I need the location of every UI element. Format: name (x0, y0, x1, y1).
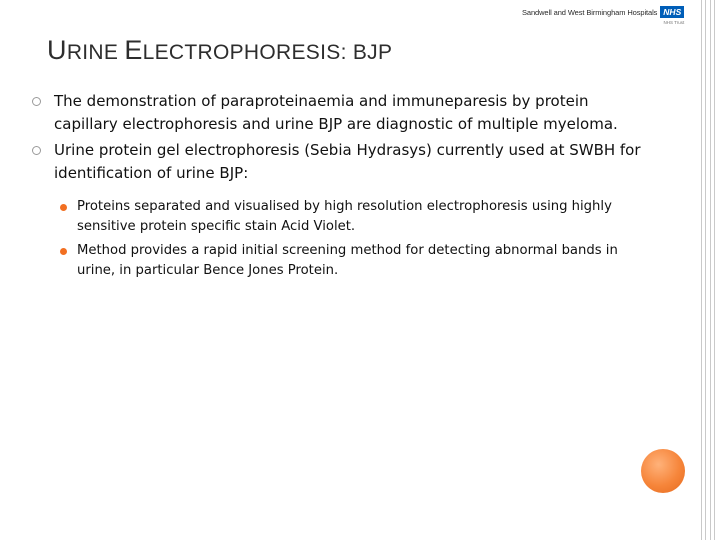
sub-bullet-item (60, 241, 650, 281)
ring-bullet-icon (32, 97, 41, 106)
sub-bullet-item (60, 197, 650, 237)
title-cap: U (47, 35, 67, 65)
title-text: LECTROPHORESIS (142, 41, 341, 64)
slide-frame (680, 0, 720, 540)
nhs-badge: NHS (660, 6, 684, 18)
dot-bullet-icon (60, 204, 67, 211)
title-text: RINE (66, 41, 125, 64)
title-text: : BJP (340, 41, 393, 64)
logo-text: Sandwell and West Birmingham Hospitals (522, 7, 658, 17)
frame-line (714, 0, 715, 540)
sub-bullet-text: Proteins separated and visualised by high resolution electrophoresis using highly sensitive protein specific stain Acid Violet. (77, 199, 612, 234)
frame-line (710, 0, 711, 540)
sub-bullet-list (60, 197, 650, 281)
sub-bullet-text: Method provides a rapid initial screening method for detecting abnormal bands in urine, in particular Bence Jones Protein. (77, 243, 618, 278)
frame-line (705, 0, 706, 540)
hospital-logo (522, 6, 684, 25)
dot-bullet-icon (60, 248, 67, 255)
ring-bullet-icon (32, 146, 41, 155)
bullet-item (30, 139, 650, 281)
slide-title (47, 30, 392, 73)
frame-line (701, 0, 702, 540)
slide-content (30, 90, 650, 281)
logo-row (522, 6, 684, 18)
bullet-text: Urine protein gel electrophoresis (Sebia Hydrasys) currently used at SWBH for identification of urine BJP: (54, 141, 641, 182)
bullet-item (30, 90, 650, 136)
decorative-circle (641, 449, 685, 493)
logo-subtitle: NHS Trust (663, 20, 685, 25)
bullet-text: The demonstration of paraproteinaemia and immuneparesis by protein capillary electrophoresis and urine BJP are diagnostic of multiple myeloma. (54, 92, 618, 133)
title-cap: E (124, 35, 143, 65)
